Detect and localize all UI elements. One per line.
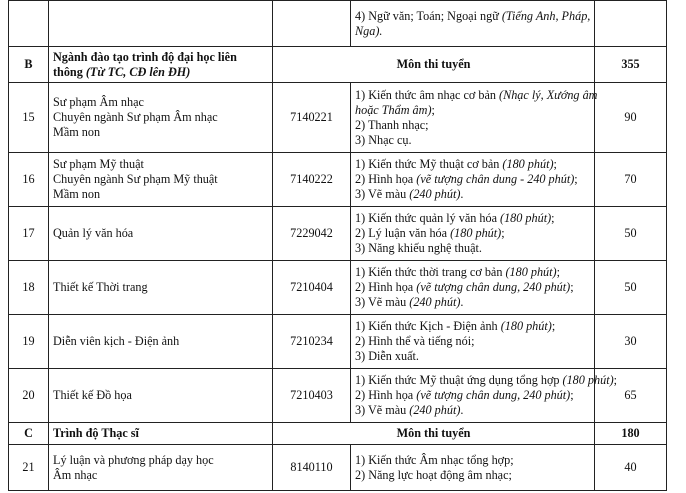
exam-line: 1) Kiến thức thời trang cơ bản (180 phút);: [355, 265, 560, 279]
exam-line: 3) Nhạc cụ.: [355, 132, 412, 147]
exam-header: Môn thi tuyển: [273, 47, 595, 83]
exam-subjects-cell: [351, 445, 595, 491]
section-header-row: [9, 423, 667, 445]
exam-subjects-cell: [351, 369, 618, 423]
exam-line: 1) Kiến thức âm nhạc cơ bản (Nhạc lý, Xướng âm: [355, 87, 598, 102]
table-row: [9, 207, 667, 261]
program-code: 7140222: [273, 153, 351, 207]
program-code: 7140221: [273, 83, 351, 153]
exam-line: 1) Kiến thức Mỹ thuật cơ bản (180 phút);: [355, 157, 557, 171]
exam-line: Nga).: [355, 23, 383, 38]
section-label: C: [9, 423, 49, 445]
exam-line: 2) Hình họa (vẽ tượng chân dung - 240 phút);: [355, 172, 578, 186]
exam-line: 4) Ngữ văn; Toán; Ngoại ngữ (Tiếng Anh, Pháp,: [355, 8, 591, 23]
table-row: [9, 445, 667, 491]
row-number: 18: [9, 261, 49, 315]
section-title: Trình độ Thạc sĩ: [49, 423, 273, 445]
row-number: 17: [9, 207, 49, 261]
section-title: Ngành đào tạo trình độ đại học liên thông (Từ TC, CĐ lên ĐH): [49, 47, 273, 83]
exam-line: 1) Kiến thức quản lý văn hóa (180 phút);: [355, 211, 555, 225]
exam-line: hoặc Thẩm âm);: [355, 102, 435, 117]
exam-line: 1) Kiến thức Mỹ thuật ứng dụng tổng hợp (180 phút);: [355, 373, 618, 387]
row-quota: 90: [595, 83, 667, 153]
exam-subjects-cell: [351, 315, 595, 369]
exam-subjects-cell: [351, 83, 598, 153]
program-name: Diễn viên kịch - Điện ảnh: [49, 315, 273, 369]
row-quota: 40: [595, 445, 667, 491]
section-header-row: [9, 47, 667, 83]
empty-cell: [49, 1, 273, 47]
section-label: B: [9, 47, 49, 83]
table-row: [9, 261, 667, 315]
exam-line: 2) Lý luận văn hóa (180 phút);: [355, 226, 505, 240]
admission-table: [8, 0, 667, 491]
section-quota: 355: [595, 47, 667, 83]
exam-line: 3) Vẽ màu (240 phút).: [355, 187, 464, 201]
exam-line: 1) Kiến thức Kịch - Điện ảnh (180 phút);: [355, 319, 556, 333]
exam-line: 2) Thanh nhạc;: [355, 117, 429, 132]
table-row: [9, 153, 667, 207]
program-code: 7210404: [273, 261, 351, 315]
exam-header: Môn thi tuyển: [273, 423, 595, 445]
row-quota: 50: [595, 261, 667, 315]
exam-subjects-cell: [351, 153, 595, 207]
section-quota: 180: [595, 423, 667, 445]
row-number: 20: [9, 369, 49, 423]
table-row: [9, 1, 667, 47]
row-quota: 70: [595, 153, 667, 207]
program-name: Sư phạm Âm nhạc Chuyên ngành Sư phạm Âm nhạc Mầm non: [49, 83, 273, 153]
table-row: [9, 315, 667, 369]
exam-line: 2) Hình thể và tiếng nói;: [355, 334, 475, 348]
program-name: Thiết kế Thời trang: [49, 261, 273, 315]
program-code: 7210403: [273, 369, 351, 423]
program-name: Thiết kế Đồ họa: [49, 369, 273, 423]
program-name: Lý luận và phương pháp dạy học Âm nhạc: [49, 445, 273, 491]
program-name: Sư phạm Mỹ thuật Chuyên ngành Sư phạm Mỹ thuật Mầm non: [49, 153, 273, 207]
row-number: 16: [9, 153, 49, 207]
row-number: 19: [9, 315, 49, 369]
empty-cell: [595, 1, 667, 47]
program-code: 8140110: [273, 445, 351, 491]
exam-line: 3) Vẽ màu (240 phút).: [355, 295, 464, 309]
exam-line: 2) Hình họa (vẽ tượng chân dung, 240 phút);: [355, 280, 574, 294]
program-code: 7210234: [273, 315, 351, 369]
row-quota: 50: [595, 207, 667, 261]
table-row: [9, 83, 667, 153]
exam-subjects-cell: [351, 207, 595, 261]
empty-cell: [273, 1, 351, 47]
row-quota: 30: [595, 315, 667, 369]
row-quota: 65: [595, 369, 667, 423]
program-code: 7229042: [273, 207, 351, 261]
exam-line: 2) Năng lực hoạt động âm nhạc;: [355, 467, 512, 482]
table-row: [9, 369, 667, 423]
exam-line: 1) Kiến thức Âm nhạc tổng hợp;: [355, 452, 514, 467]
row-number: 15: [9, 83, 49, 153]
program-name: Quản lý văn hóa: [49, 207, 273, 261]
row-number: 21: [9, 445, 49, 491]
empty-cell: [9, 1, 49, 47]
exam-line: 3) Diễn xuất.: [355, 349, 419, 363]
exam-line: 2) Hình họa (vẽ tượng chân dung, 240 phút);: [355, 388, 574, 402]
exam-subjects-cell: [351, 1, 595, 47]
exam-subjects-cell: [351, 261, 595, 315]
exam-line: 3) Vẽ màu (240 phút).: [355, 403, 464, 417]
exam-line: 3) Năng khiếu nghệ thuật.: [355, 241, 482, 255]
